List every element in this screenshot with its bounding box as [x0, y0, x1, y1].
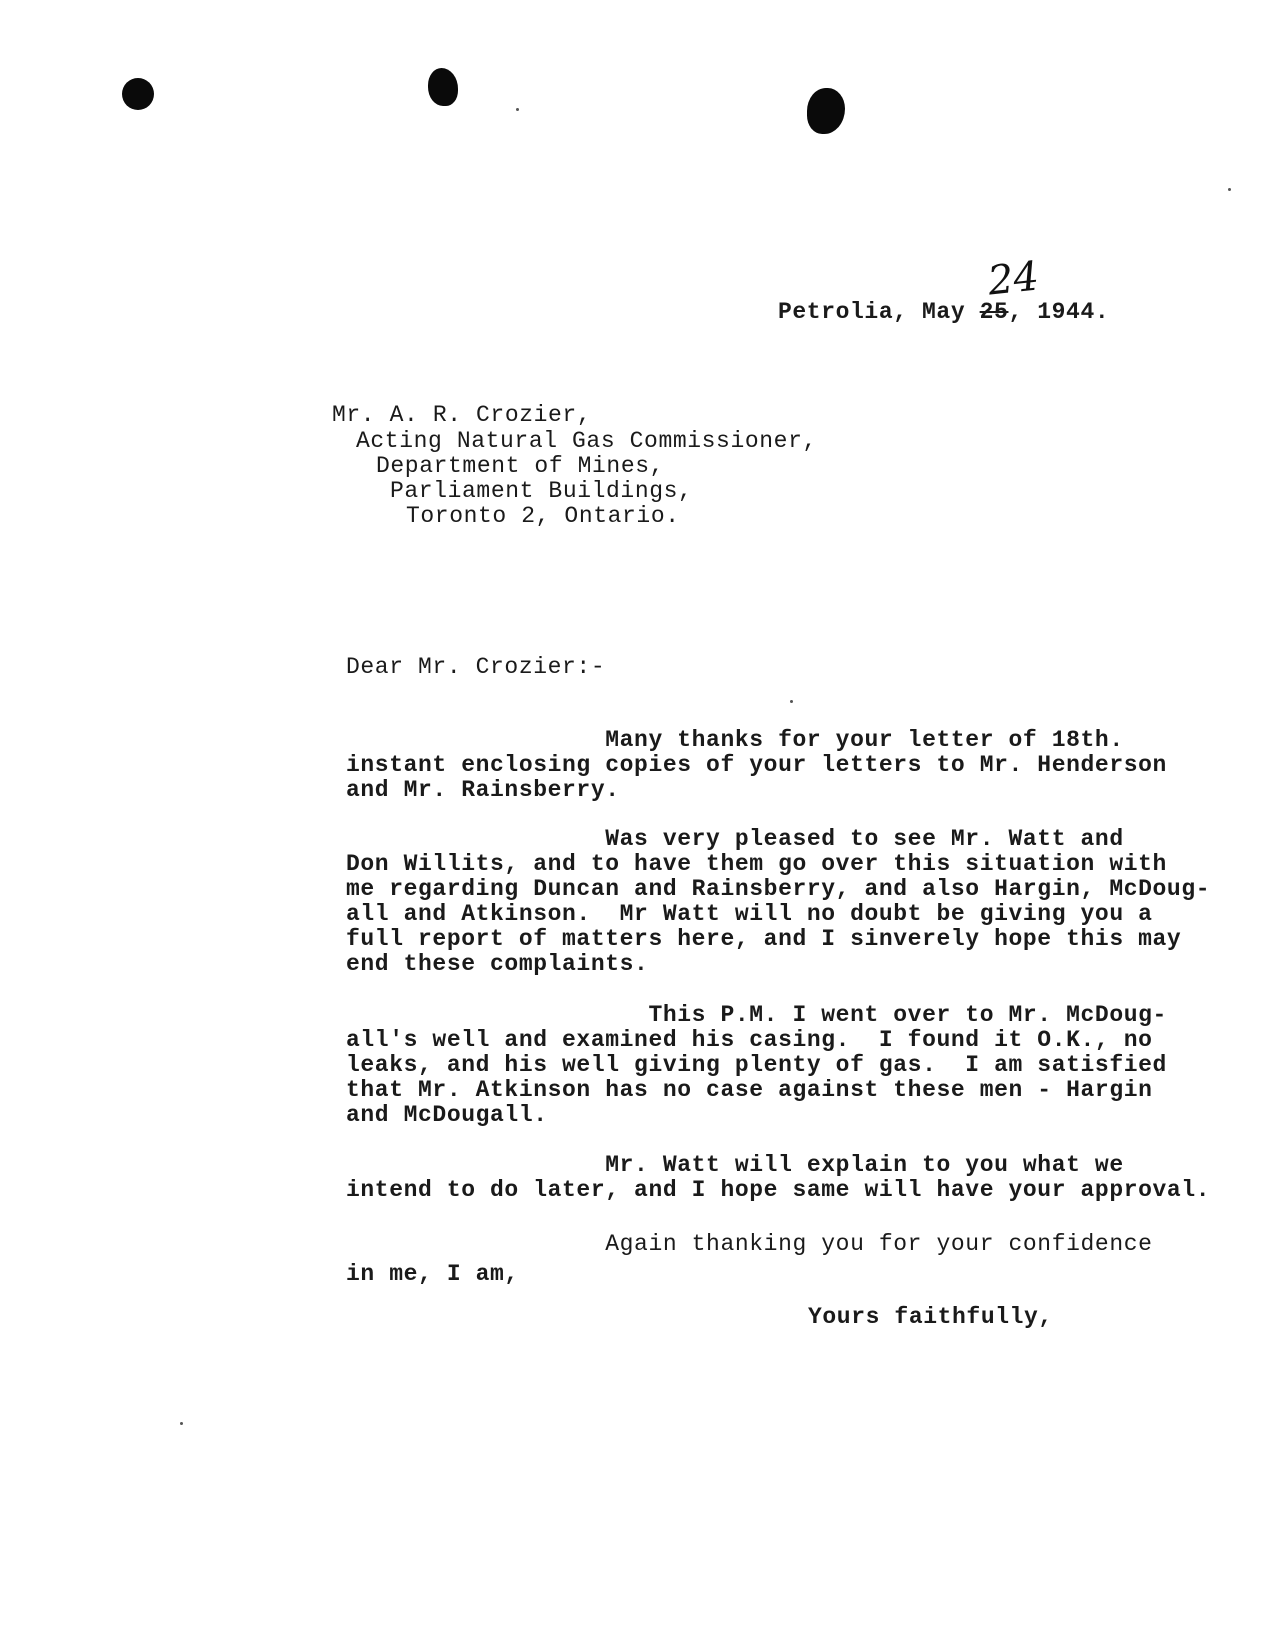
date-struck-day: 25	[979, 299, 1009, 325]
paragraph-4-line-2: intend to do later, and I hope same will have your approval.	[346, 1177, 1211, 1203]
ink-blot	[428, 68, 458, 106]
paragraph-2-line-5: full report of matters here, and I sinverely hope this may	[346, 926, 1182, 952]
salutation: Dear Mr. Crozier:-	[346, 654, 606, 680]
date-line	[778, 300, 1109, 325]
paragraph-2-line-6: end these complaints.	[346, 951, 649, 977]
paragraph-2-line-2: Don Willits, and to have them go over this situation with	[346, 851, 1167, 877]
paragraph-3-line-4: that Mr. Atkinson has no case against these men - Hargin	[346, 1077, 1153, 1103]
complimentary-close: Yours faithfully,	[808, 1304, 1053, 1330]
closing-intro-line-2: in me, I am,	[346, 1261, 519, 1287]
address-line-building: Parliament Buildings,	[390, 478, 693, 504]
paragraph-1-line-2: instant enclosing copies of your letters to Mr. Henderson	[346, 752, 1167, 778]
speck	[180, 1422, 183, 1425]
address-line-city: Toronto 2, Ontario.	[406, 503, 680, 529]
address-line-title: Acting Natural Gas Commissioner,	[356, 428, 817, 454]
punch-hole	[122, 78, 154, 110]
date-year: , 1944.	[1008, 299, 1110, 325]
paragraph-3-line-5: and McDougall.	[346, 1102, 548, 1128]
handwritten-date-correction: 24	[985, 253, 1042, 305]
date-place: Petrolia, May	[778, 299, 966, 325]
paragraph-3-line-3: leaks, and his well giving plenty of gas. I am satisfied	[346, 1052, 1167, 1078]
speck	[516, 108, 519, 111]
paragraph-2-line-4: all and Atkinson. Mr Watt will no doubt be giving you a	[346, 901, 1153, 927]
paragraph-1-line-1: Many thanks for your letter of 18th.	[346, 727, 1124, 753]
speck	[1228, 188, 1231, 191]
paragraph-2-line-3: me regarding Duncan and Rainsberry, and also Hargin, McDoug-	[346, 876, 1211, 902]
paragraph-3-line-1: This P.M. I went over to Mr. McDoug-	[346, 1002, 1167, 1028]
paragraph-3-line-2: all's well and examined his casing. I found it O.K., no	[346, 1027, 1153, 1053]
paragraph-4-line-1: Mr. Watt will explain to you what we	[346, 1152, 1124, 1178]
paragraph-2-line-1: Was very pleased to see Mr. Watt and	[346, 826, 1124, 852]
address-line-department: Department of Mines,	[376, 453, 665, 479]
speck	[790, 700, 793, 703]
ink-blot	[807, 88, 845, 134]
paragraph-1-line-3: and Mr. Rainsberry.	[346, 777, 620, 803]
closing-intro-line-1: Again thanking you for your confidence	[346, 1231, 1153, 1257]
address-line-name: Mr. A. R. Crozier,	[332, 402, 592, 428]
